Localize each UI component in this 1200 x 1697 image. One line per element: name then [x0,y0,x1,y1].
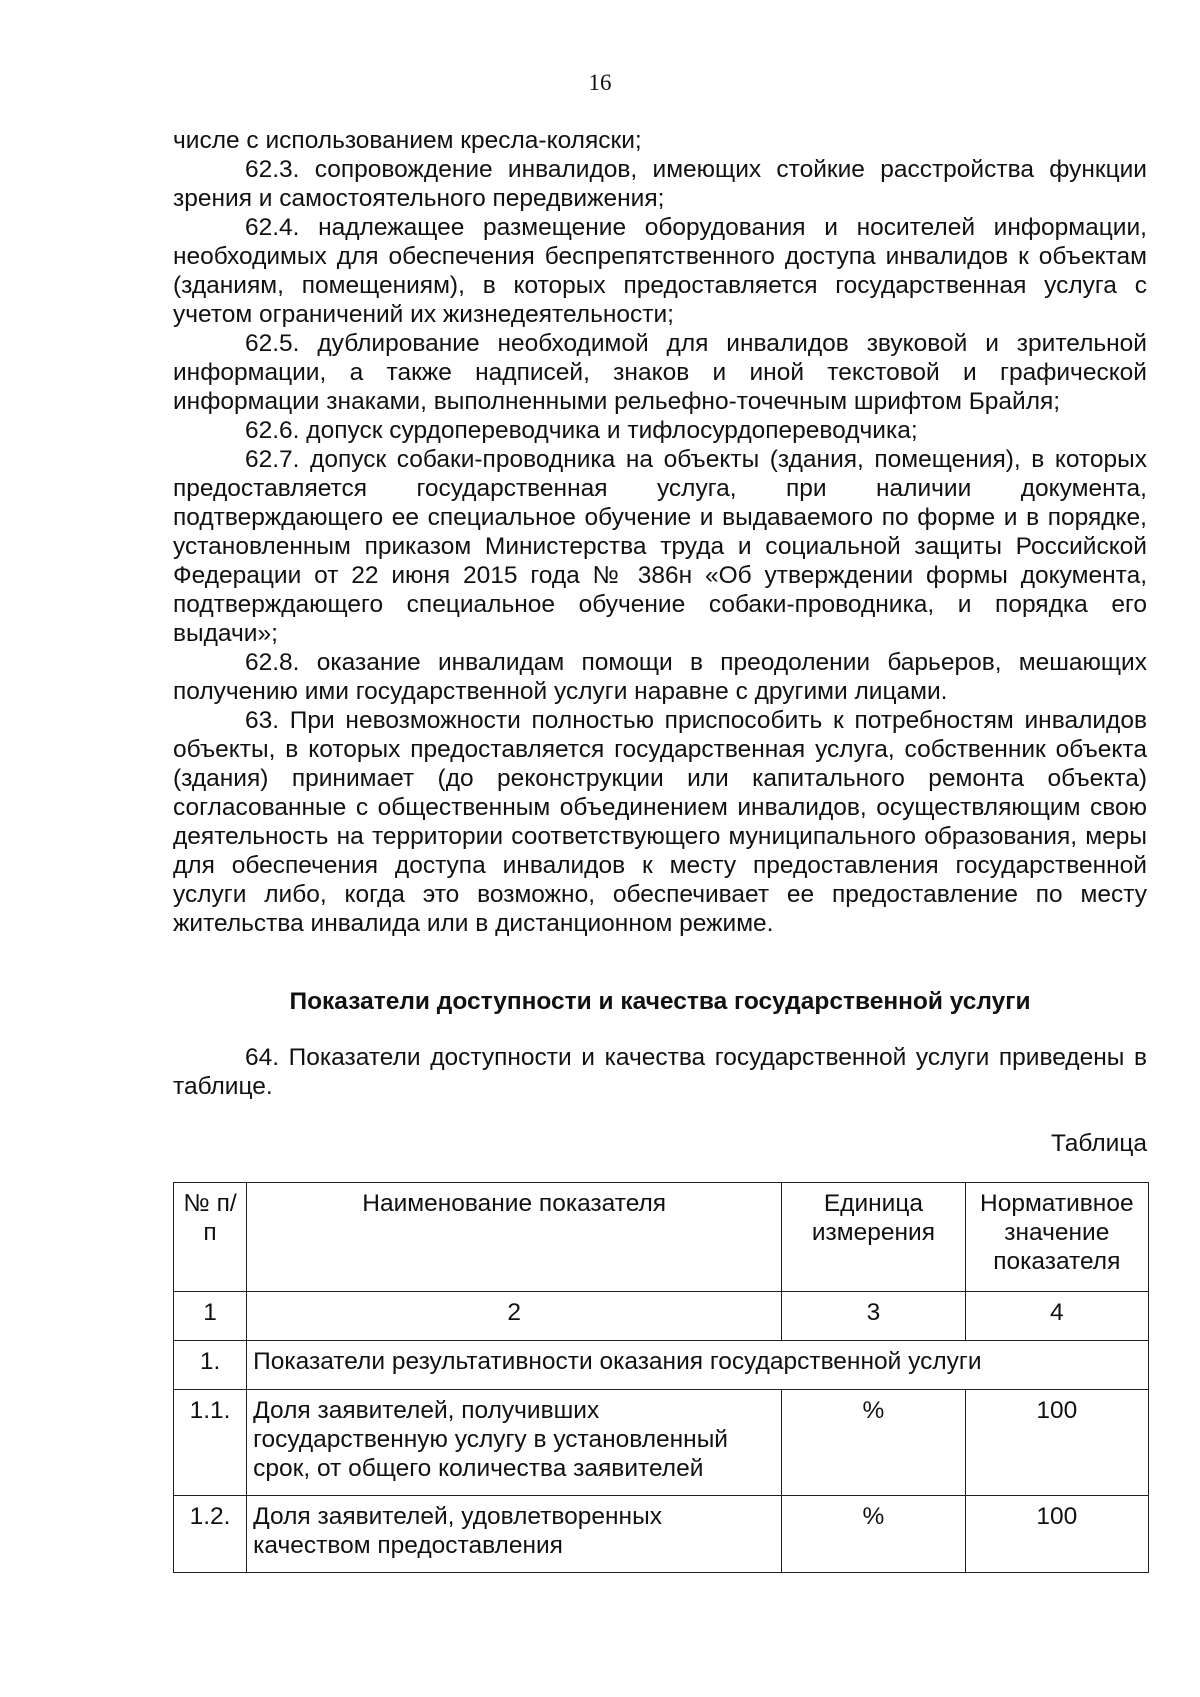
table-header-row [174,1183,1149,1292]
row-number: 1.1. [174,1390,247,1496]
header-unit: Единица измерения [782,1183,965,1292]
column-number-cell: 3 [782,1292,965,1341]
header-normative-value: Нормативное значение показателя [965,1183,1148,1292]
table-row [174,1390,1149,1496]
section-row-title: Показатели результативности оказания государственной услуги [247,1341,1149,1390]
row-number: 1.2. [174,1496,247,1573]
section-heading: Показатели доступности и качества государственной услуги [289,988,1031,1015]
paragraph-62-7: 62.7. допуск собаки-проводника на объекты (здания, помещения), в которых предоставляется государственная услуга, при наличии документа, подтверждающего ее специальное обучение и выдаваемого по форме и в порядке, установленным приказом Министерства труда и социальной защиты Российской Федерации от 22 июня 2015 года № 386н «Об утверждении формы документа, подтверждающего специальное обучение собаки-проводника, и порядка его выдачи»; [173,446,1147,647]
row-indicator-name: Доля заявителей, удовлетворенных качеством предоставления [247,1496,782,1573]
paragraph-62-3: 62.3. сопровождение инвалидов, имеющих стойкие расстройства функции зрения и самостоятельного передвижения; [173,156,1147,212]
row-unit: % [782,1390,965,1496]
indicators-table [173,1182,1149,1573]
paragraph-63: 63. При невозможности полностью приспособить к потребностям инвалидов объекты, в которых предоставляется государственная услуга, собственник объекта (здания) принимает (до реконструкции или капитального ремонта объекта) согласованные с общественным объединением инвалидов, осуществляющим свою деятельность на территории соответствующего муниципального образования, меры для обеспечения доступа инвалидов к месту предоставления государственной услуги либо, когда это возможно, обеспечивает ее предоставление по месту жительства инвалида или в дистанционном режиме. [173,707,1147,937]
column-number-cell: 1 [174,1292,247,1341]
page-number: 16 [588,70,612,95]
column-number-cell: 2 [247,1292,782,1341]
section-row-number: 1. [174,1341,247,1390]
paragraph-62-5: 62.5. дублирование необходимой для инвалидов звуковой и зрительной информации, а также надписей, знаков и иной текстовой и графической информации знаками, выполненными рельефно-точечным шрифтом Брайля; [173,330,1147,415]
header-indicator-name: Наименование показателя [247,1183,782,1292]
paragraph-62-6: 62.6. допуск сурдопереводчика и тифлосурдопереводчика; [245,417,918,444]
table-row [174,1496,1149,1573]
body-text [173,126,1147,938]
row-indicator-name: Доля заявителей, получивших государственную услугу в установленный срок, от общего количества заявителей [247,1390,782,1496]
paragraph-62-4: 62.4. надлежащее размещение оборудования и носителей информации, необходимых для обеспечения беспрепятственного доступа инвалидов к объектам (зданиям, помещениям), в которых предоставляется государственная услуга с учетом ограничений их жизнедеятельности; [173,214,1147,328]
paragraph-64: 64. Показатели доступности и качества государственной услуги приведены в таблице. [173,1044,1147,1100]
table-caption: Таблица [1050,1130,1147,1157]
paragraph-62-2-end: числе с использованием кресла-коляски; [173,127,642,154]
header-number: № п/п [174,1183,247,1292]
row-value: 100 [965,1496,1148,1573]
table-section-row [174,1341,1149,1390]
column-number-cell: 4 [965,1292,1148,1341]
paragraph-62-8: 62.8. оказание инвалидам помощи в преодолении барьеров, мешающих получению ими государственной услуги наравне с другими лицами. [173,649,1147,705]
table-column-numbers-row [174,1292,1149,1341]
row-value: 100 [965,1390,1148,1496]
row-unit: % [782,1496,965,1573]
